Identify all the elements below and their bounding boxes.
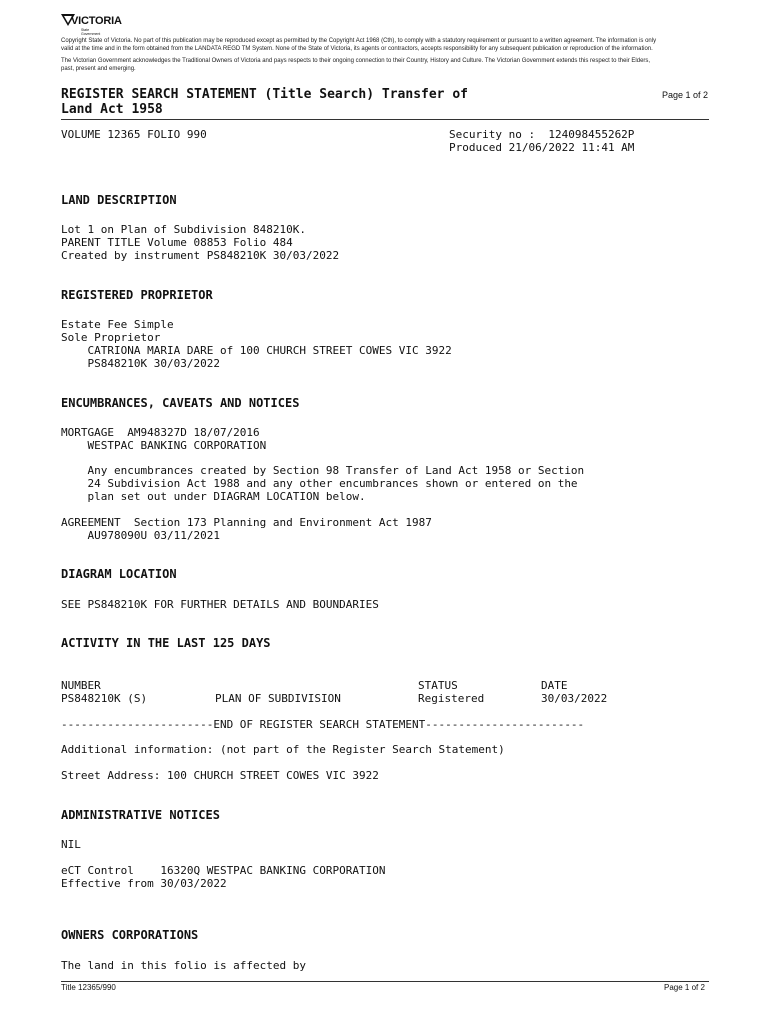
agreement-line: AU978090U 03/11/2021 xyxy=(61,529,220,542)
encumbrances-heading: ENCUMBRANCES, CAVEATS AND NOTICES xyxy=(61,396,300,410)
victoria-government-logo xyxy=(61,12,121,36)
street-address: Street Address: 100 CHURCH STREET COWES VIC 3922 xyxy=(61,769,379,782)
end-of-statement: -----------------------END OF REGISTER SEARCH STATEMENT------------------------ xyxy=(61,718,585,731)
column-header-number: NUMBER xyxy=(61,679,101,692)
footer-title-reference: Title 12365/990 xyxy=(61,983,116,992)
owners-corporations-heading: OWNERS CORPORATIONS xyxy=(61,928,199,942)
document-title-line: REGISTER SEARCH STATEMENT (Title Search) Transfer of xyxy=(61,87,468,102)
activity-date: 30/03/2022 xyxy=(541,692,608,705)
copyright-line: valid at the time and in the form obtained from the LANDATA REGD TM System. None of the State of Victoria, its agents or contractors, accepts responsibility for any subsequent publication or reproduction of the information. xyxy=(61,46,653,52)
diagram-location-heading: DIAGRAM LOCATION xyxy=(61,567,177,581)
logo-subtext-line: State xyxy=(81,28,90,32)
encumbrance-note-line: plan set out under DIAGRAM LOCATION below. xyxy=(61,490,366,503)
acknowledgement-notice xyxy=(61,57,711,73)
logo-wordmark: VICTORIA xyxy=(71,15,122,27)
footer-page-number: Page 1 of 2 xyxy=(664,983,705,992)
copyright-line: Copyright State of Victoria. No part of this publication may be reproduced except as permitted by the Copyright Act 1968 (Cth), to comply with a statutory requirement or pursuant to a written agreement. The information is only xyxy=(61,38,657,44)
copyright-notice xyxy=(61,37,711,53)
diagram-location-text: SEE PS848210K FOR FURTHER DETAILS AND BOUNDARIES xyxy=(61,598,379,611)
owners-corporations-text: The land in this folio is affected by xyxy=(61,959,307,972)
land-description-line: PARENT TITLE Volume 08853 Folio 484 xyxy=(61,236,293,249)
proprietor-line: Estate Fee Simple xyxy=(61,318,174,331)
activity-heading: ACTIVITY IN THE LAST 125 DAYS xyxy=(61,636,271,650)
logo-subtext-line: Government xyxy=(81,32,101,36)
registered-proprietor-heading: REGISTERED PROPRIETOR xyxy=(61,288,213,302)
mortgage-line: MORTGAGE AM948327D 18/07/2016 xyxy=(61,426,260,439)
page-number: Page 1 of 2 xyxy=(662,90,709,100)
land-description-line: Lot 1 on Plan of Subdivision 848210K. xyxy=(61,223,307,236)
activity-status: Registered xyxy=(418,692,485,705)
title-divider xyxy=(61,119,709,120)
column-header-date: DATE xyxy=(541,679,568,692)
activity-number: PS848210K (S) xyxy=(61,692,148,705)
land-description-line: Created by instrument PS848210K 30/03/2022 xyxy=(61,249,340,262)
footer-divider xyxy=(61,981,709,982)
proprietor-line: PS848210K 30/03/2022 xyxy=(61,357,220,370)
acknowledgement-line: past, present and emerging. xyxy=(61,66,136,72)
column-header-status: STATUS xyxy=(418,679,458,692)
administrative-notices-heading: ADMINISTRATIVE NOTICES xyxy=(61,808,220,822)
activity-description: PLAN OF SUBDIVISION xyxy=(215,692,341,705)
produced-date: Produced 21/06/2022 11:41 AM xyxy=(449,141,635,154)
encumbrance-note-line: Any encumbrances created by Section 98 Transfer of Land Act 1958 or Section xyxy=(61,464,585,477)
effective-date: Effective from 30/03/2022 xyxy=(61,877,227,890)
logo-subtext xyxy=(81,28,100,36)
land-description-heading: LAND DESCRIPTION xyxy=(61,193,177,207)
administrative-nil: NIL xyxy=(61,838,81,851)
document-title xyxy=(61,87,581,117)
additional-information: Additional information: (not part of the Register Search Statement) xyxy=(61,743,505,756)
security-number: Security no : 124098455262P xyxy=(449,128,635,141)
agreement-line: AGREEMENT Section 173 Planning and Environment Act 1987 xyxy=(61,516,432,529)
encumbrance-note-line: 24 Subdivision Act 1988 and any other encumbrances shown or entered on the xyxy=(61,477,578,490)
document-title-line: Land Act 1958 xyxy=(61,102,163,117)
acknowledgement-line: The Victorian Government acknowledges the Traditional Owners of Victoria and pays respects to their ongoing connection to their Country, History and Culture. The Victorian Government extends this respect to their Elders, xyxy=(61,58,651,64)
ect-control: eCT Control 16320Q WESTPAC BANKING CORPORATION xyxy=(61,864,386,877)
proprietor-line: CATRIONA MARIA DARE of 100 CHURCH STREET COWES VIC 3922 xyxy=(61,344,452,357)
volume-folio: VOLUME 12365 FOLIO 990 xyxy=(61,128,207,141)
mortgage-line: WESTPAC BANKING CORPORATION xyxy=(61,439,267,452)
proprietor-line: Sole Proprietor xyxy=(61,331,161,344)
